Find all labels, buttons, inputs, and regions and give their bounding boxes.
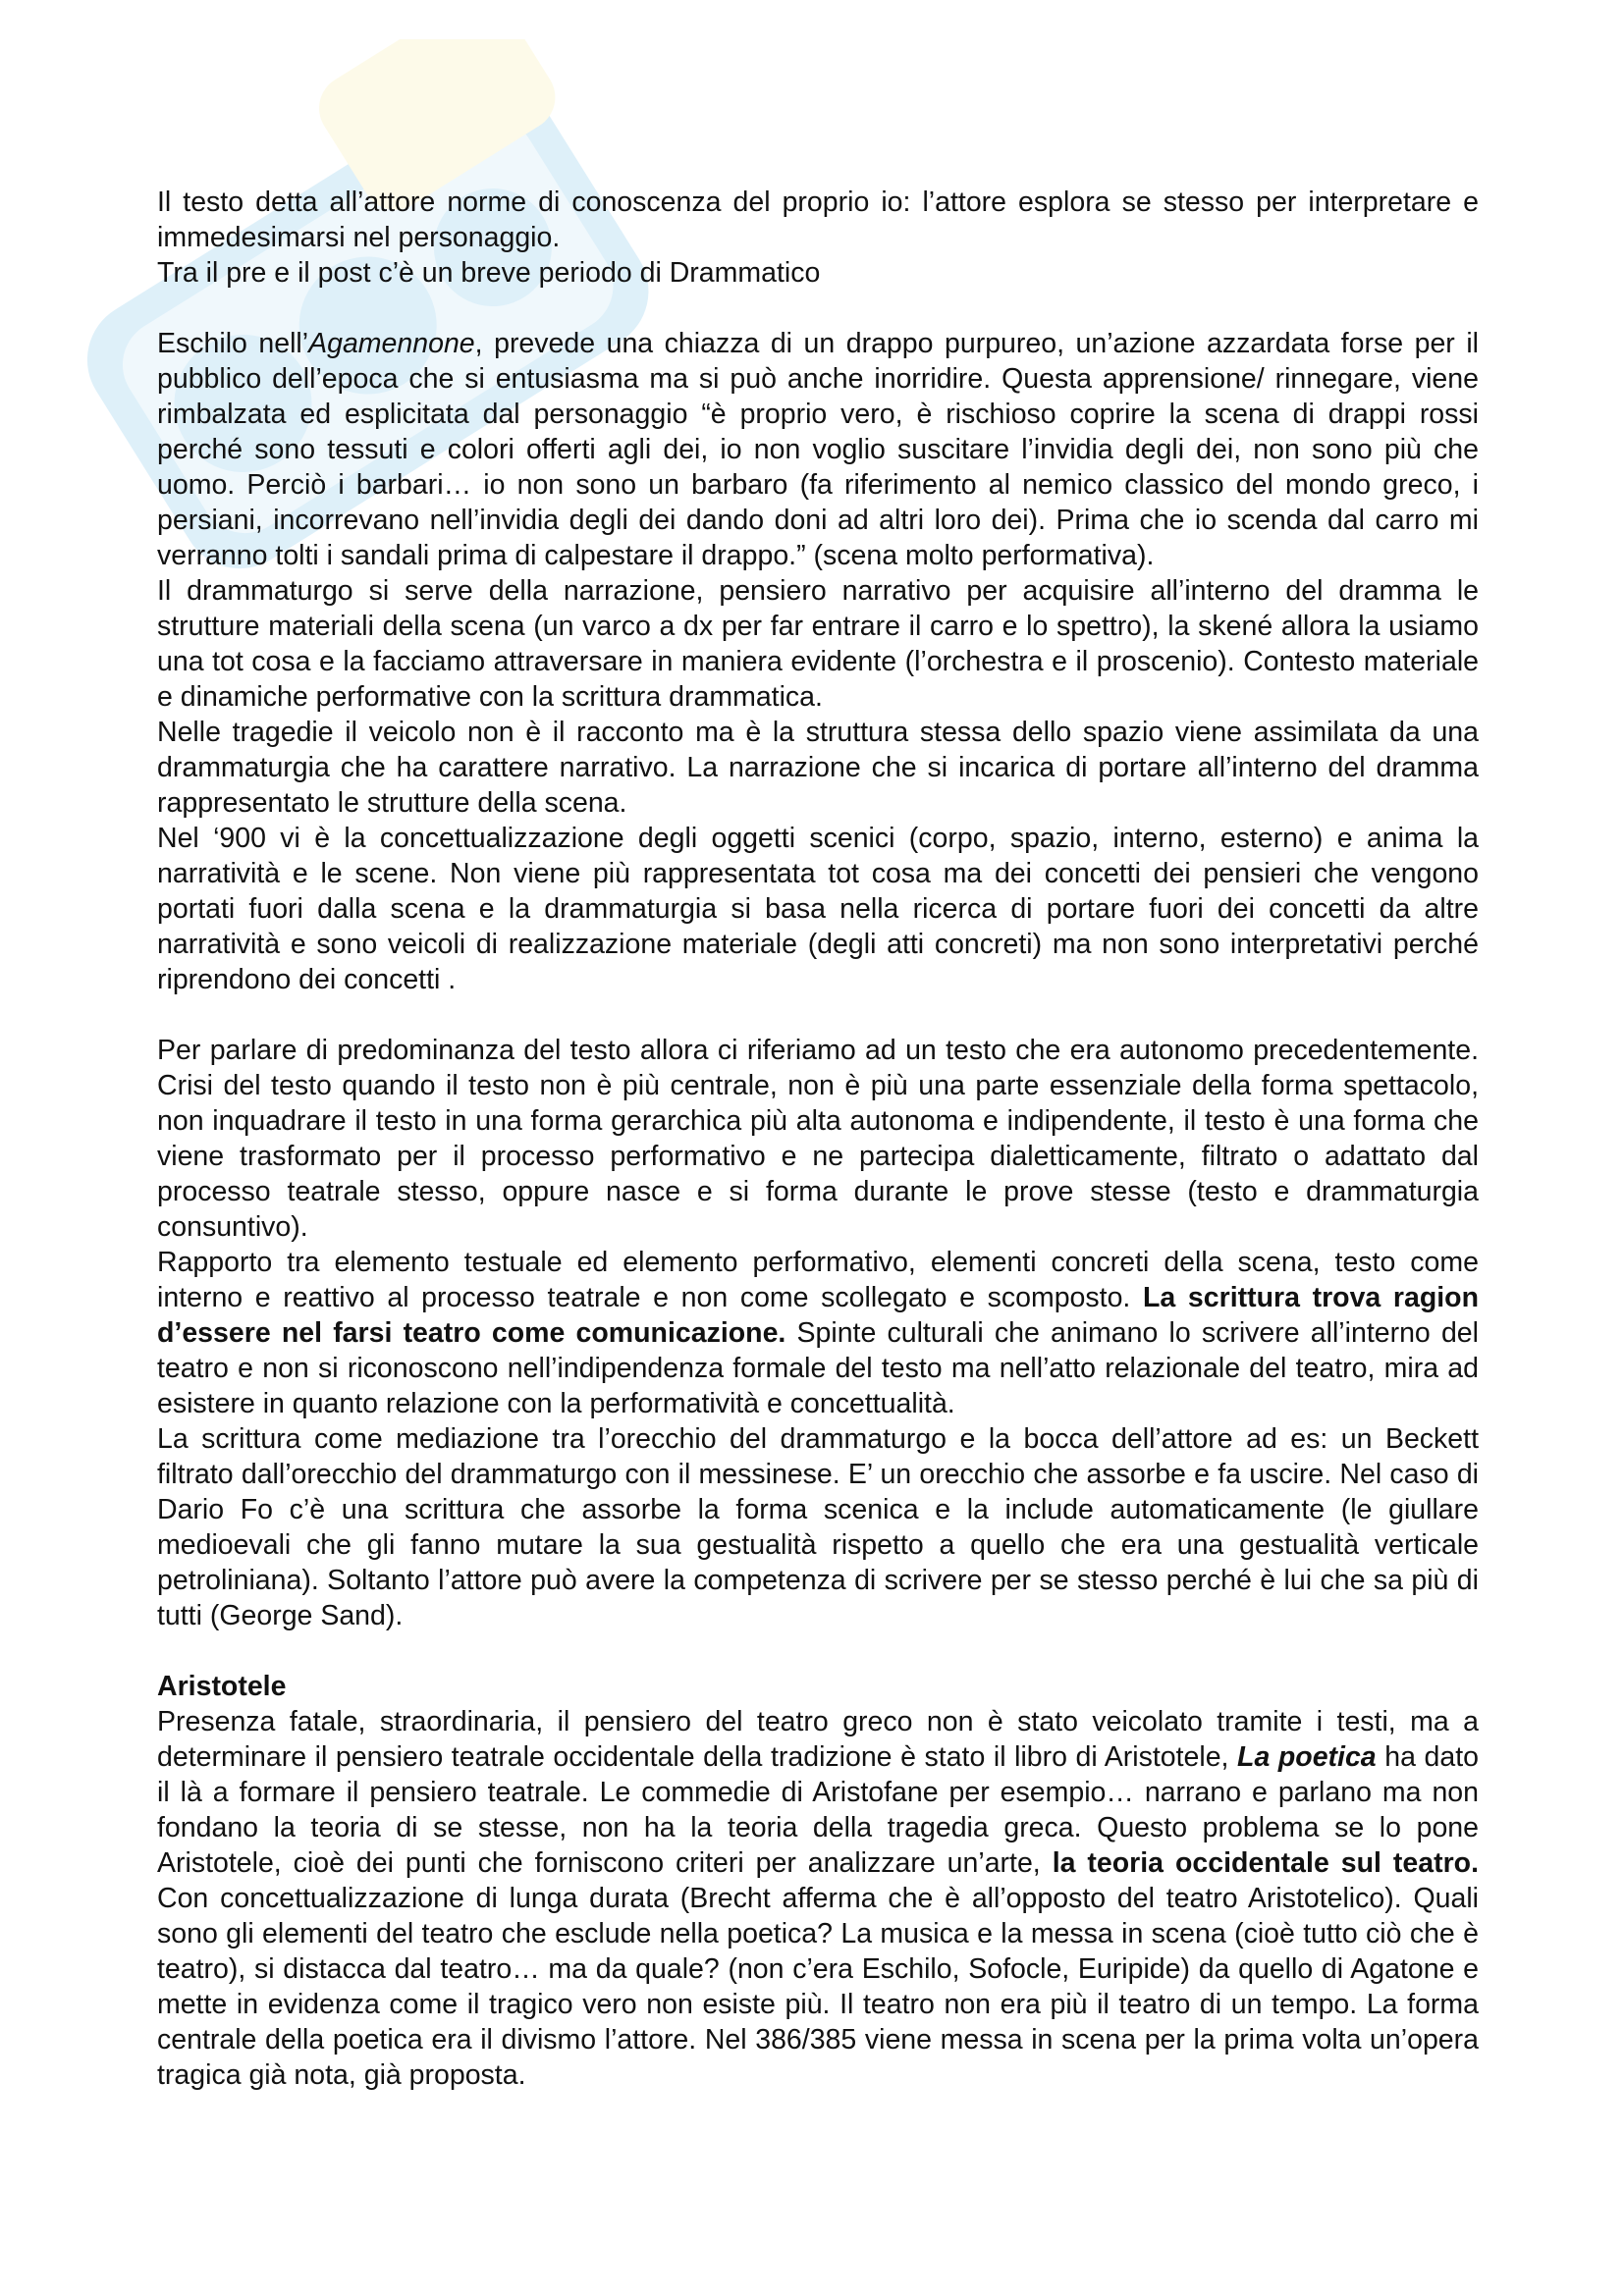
paragraph (157, 1704, 1479, 2093)
blank-line (157, 291, 1479, 326)
paragraph: Per parlare di predominanza del testo allora ci riferiamo ad un testo che era autonomo precedentemente. Crisi del testo quando il testo non è più centrale, non è più una parte essenziale della forma spettacolo, non inquadrare il testo in una forma gerarchica più alta autonoma e indipendente, il testo è una forma che viene trasformato per il processo performativo e ne partecipa dialetticamente, filtrato o adattato dal processo teatrale stesso, oppure nasce e si forma durante le prove stesse (testo e drammaturgia consuntivo). (157, 1035, 1479, 1243)
play-title: Agamennone (308, 328, 475, 359)
paragraph: Nelle tragedie il veicolo non è il racconto ma è la struttura stessa dello spazio viene assimilata da una drammaturgia che ha carattere narrativo. La narrazione che si incarica di portare all’interno del dramma rappresentato le strutture della scena. (157, 717, 1479, 819)
section-heading: Aristotele (157, 1671, 287, 1702)
paragraph: Tra il pre e il post c’è un breve periodo di Drammatico (157, 257, 821, 289)
paragraph: Il drammaturgo si serve della narrazione, pensiero narrativo per acquisire all’interno del dramma le strutture materiali della scena (un varco a dx per far entrare il carro e lo spettro), la skené allora la usiamo una tot cosa e la facciamo attraversare in maniera evidente (l’orchestra e il proscenio). Contesto materiale e dinamiche performative con la scrittura drammatica. (157, 575, 1479, 713)
blank-line (157, 1633, 1479, 1669)
emphasis-bold: la teoria occidentale sul teatro. (1052, 1847, 1479, 1879)
book-title: La poetica (1237, 1741, 1377, 1773)
paragraph: Nel ‘900 vi è la concettualizzazione degli oggetti scenici (corpo, spazio, interno, esterno) e anima la narratività e le scene. Non viene più rappresentata tot cosa ma dei concetti dei pensieri che vengono portati fuori dalla scena e la drammaturgia si basa nella ricerca di portare fuori dei concetti da altre narratività e sono veicoli di realizzazione materiale (degli atti concreti) ma non sono interpretativi perché riprendono dei concetti . (157, 823, 1479, 995)
paragraph: La scrittura come mediazione tra l’orecchio del drammaturgo e la bocca dell’attore ad es: un Beckett filtrato dall’orecchio del drammaturgo con il messinese. E’ un orecchio che assorbe e fa uscire. Nel caso di Dario Fo c’è una scrittura che assorbe la forma scenica e la include automaticamente (le giullare medioevali che gli fanno mutare la sua gestualità rispetto a quello che era una gestualità verticale petroliniana). Soltanto l’attore può avere la competenza di scrivere per se stesso perché è lui che sa più di tutti (George Sand). (157, 1423, 1479, 1631)
text-run: Spinte culturali che animano lo scrivere all’interno del teatro e non si riconoscono nell’indipendenza formale del testo ma nell’atto relazionale del teatro, mira ad esistere in quanto relazione con la performatività e concettualità. (157, 1317, 1479, 1419)
paragraph (157, 1245, 1479, 1421)
blank-line (157, 997, 1479, 1033)
paragraph (157, 326, 1479, 573)
text-run: , prevede una chiazza di un drappo purpureo, un’azione azzardata forse per il pubblico dell’epoca che si entusiasma ma si può anche inorridire. Questa apprensione/ rinnegare, viene rimbalzata ed esplicitata dal personaggio “è proprio vero, è rischioso coprire la scena di drappi rossi perché sono tessuti e colori offerti agli dei, io non voglio suscitare l’invidia degli dei, non sono più che uomo. Perciò i barbari… io non sono un barbaro (fa riferimento al nemico classico del mondo greco, i persiani, incorrevano nell’invidia degli dei dando doni ad altri loro dei). Prima che io scenda dal carro mi verranno tolti i sandali prima di calpestare il drappo.” (scena molto performativa). (157, 328, 1479, 571)
text-run: Eschilo nell’ (157, 328, 309, 359)
text-run: ha dato il là a formare il pensiero teatrale. Le commedie di Aristofane per esempio… narrano e parlano ma non fondano la teoria di se stesse, non ha la teoria della tragedia greca. Questo problema se lo pone Aristotele, cioè dei punti che forniscono criteri per analizzare un’arte, (157, 1741, 1479, 1879)
emphasis-bold: La scrittura trova ragion d’essere nel farsi teatro come comunicazione. (157, 1282, 1479, 1349)
paragraph: Il testo detta all’attore norme di conoscenza del proprio io: l’attore esplora se stesso per interpretare e immedesimarsi nel personaggio. (157, 187, 1479, 253)
document-page (157, 185, 1479, 2093)
text-run: Rapporto tra elemento testuale ed elemento performativo, elementi concreti della scena, testo come interno e reattivo al processo teatrale e non come scollegato e scomposto. (157, 1247, 1479, 1313)
emphasis-bold (1237, 1741, 1377, 1773)
text-run: Con concettualizzazione di lunga durata (Brecht afferma che è all’opposto del teatro Aristotelico). Quali sono gli elementi del teatro che esclude nella poetica? La musica e la messa in scena (cioè tutto ciò che è teatro), si distacca dal teatro… ma da quale? (non c’era Eschilo, Sofocle, Euripide) da quello di Agatone e mette in evidenza come il tragico vero non esiste più. Il teatro non era più il teatro di un tempo. La forma centrale della poetica era il divismo l’attore. Nel 386/385 viene messa in scena per la prima volta un’opera tragica già nota, già proposta. (157, 1883, 1479, 2091)
text-run: Presenza fatale, straordinaria, il pensiero del teatro greco non è stato veicolato tramite i testi, ma a determinare il pensiero teatrale occidentale della tradizione è stato il libro di Aristotele, (157, 1706, 1479, 1773)
